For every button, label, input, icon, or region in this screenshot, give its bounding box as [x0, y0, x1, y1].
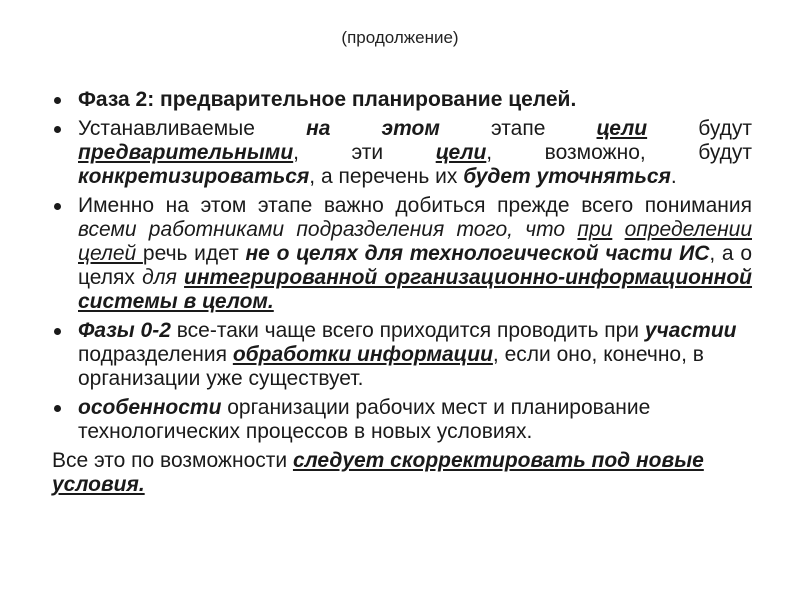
- text-span: цели: [596, 117, 648, 140]
- bullet-dot-icon: [54, 97, 61, 104]
- text-span: следует скорректировать под новые условия.: [52, 449, 704, 496]
- text-span: не о целях для технологической части ИС: [245, 242, 710, 265]
- bullet-list: [52, 88, 752, 444]
- text-span: Именно на этом этапе важно добиться прежде всего понимания: [78, 194, 752, 217]
- text-span: , возможно, будут: [486, 141, 752, 164]
- text-span: .: [670, 165, 677, 188]
- text-span: определении целей: [78, 218, 752, 265]
- text-span: на этом: [306, 117, 440, 140]
- text-span: особенности: [78, 396, 222, 419]
- text-span: цели: [435, 141, 487, 164]
- text-span: Устанавливаемые: [78, 117, 307, 140]
- slide-content: [52, 88, 752, 497]
- text-span: будет уточняться: [463, 165, 671, 188]
- text-span: , а о целях: [78, 242, 753, 289]
- text-span: , а перечень их: [309, 165, 464, 188]
- bullet-item-understanding: [52, 194, 752, 314]
- text-span: участии: [644, 319, 737, 342]
- text-span: интегрированной организационно-информационной системы в целом.: [78, 266, 753, 313]
- text-span: подразделения: [78, 343, 233, 366]
- text-span: этапе: [439, 117, 597, 140]
- text-span: Фазы 0-2: [78, 319, 171, 342]
- text-span: организации рабочих мест и планирование технологических процессов в новых условиях.: [78, 396, 651, 443]
- text-span: предварительными: [78, 141, 294, 164]
- text-span: при: [577, 218, 613, 241]
- text-span: все-таки чаще всего приходится проводить при: [170, 319, 645, 342]
- text-span: будут: [647, 117, 752, 140]
- conclusion-text: [52, 449, 752, 497]
- text-span: , эти: [293, 141, 436, 164]
- page-subtitle: (продолжение): [341, 28, 459, 47]
- bullet-item-phases-0-2: [52, 319, 752, 391]
- text-span: , если оно, конечно, в организации уже существует.: [78, 343, 704, 390]
- text-span: для: [142, 266, 177, 289]
- bullet-item-phase-2: [52, 88, 752, 112]
- text-span: конкретизироваться: [78, 165, 310, 188]
- bullet-item-preliminary-goals: [52, 117, 752, 189]
- text-span: [177, 266, 184, 289]
- text-span: обработки информации: [232, 343, 493, 366]
- text-span: всеми работниками подразделения того, что: [78, 218, 578, 241]
- phase-2-heading: Фаза 2: предварительное планирование целей.: [78, 88, 577, 111]
- text-span: Все это по возможности: [52, 449, 293, 472]
- text-span: [612, 218, 624, 241]
- bullet-dot-icon: [54, 203, 61, 210]
- bullet-dot-icon: [54, 328, 61, 335]
- bullet-dot-icon: [54, 126, 61, 133]
- bullet-item-workplaces: [52, 396, 752, 444]
- text-span: речь идет: [142, 242, 246, 265]
- bullet-dot-icon: [54, 405, 61, 412]
